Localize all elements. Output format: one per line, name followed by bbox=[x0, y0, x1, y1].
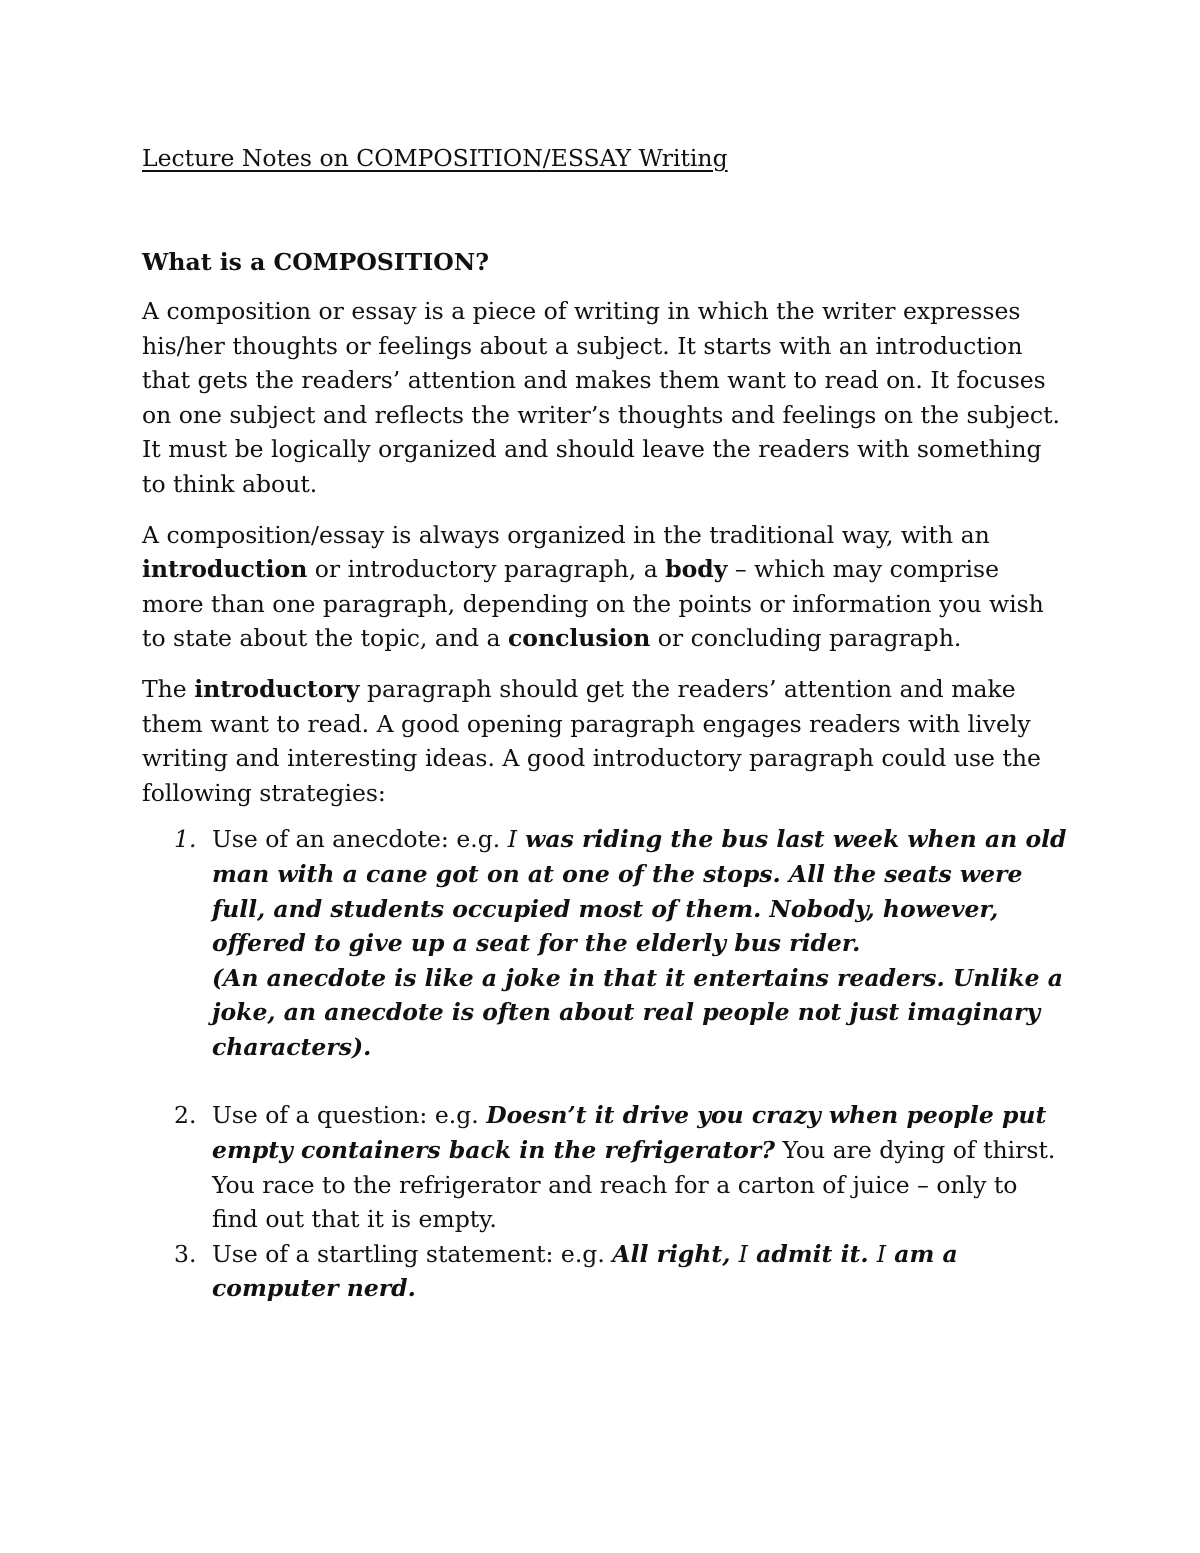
example-note: (An anecdote is like a joke in that it entertains readers. Unlike a joke, an anecdote is often about real people not just imaginary characters). bbox=[212, 963, 1063, 1061]
list-number: 3. bbox=[174, 1239, 197, 1268]
example-pronoun: I bbox=[507, 825, 517, 854]
text: A composition/essay is always organized in the traditional way, with an bbox=[142, 520, 990, 549]
list-item-anecdote bbox=[142, 822, 1067, 1064]
list-item-statement bbox=[142, 1237, 1067, 1306]
example-text: All right, bbox=[612, 1239, 739, 1268]
example-pronoun: I bbox=[738, 1239, 748, 1268]
strategies-list bbox=[142, 822, 1067, 1306]
list-item-question bbox=[142, 1098, 1067, 1236]
example-text: was riding the bus last week when an old man with a cane got on at one of the stops. All the seats were full, and students occupied most of them. Nobody, however, offered to give up a seat for the elderly bus rider. bbox=[212, 825, 1067, 958]
paragraph-organization bbox=[142, 518, 1067, 656]
example-text: Doesn’t it drive you crazy when people put empty containers back in the refrigerator? bbox=[212, 1101, 1047, 1165]
term-introduction: introduction bbox=[142, 555, 308, 584]
text: The bbox=[142, 674, 195, 703]
page-title: Lecture Notes on COMPOSITION/ESSAY Writing bbox=[142, 144, 728, 172]
paragraph-introductory bbox=[142, 672, 1067, 810]
text: or introductory paragraph, a bbox=[307, 555, 666, 584]
paragraph-definition: A composition or essay is a piece of writing in which the writer expresses his/her thoughts or feelings about a subject. It starts with an introduction that gets the readers’ attention and makes them want to read on. It focuses on one subject and reflects the writer’s thoughts and feelings on the subject. It must be logically organized and should leave the readers with something to think about. bbox=[142, 297, 1060, 498]
example-text: admit it. bbox=[747, 1239, 877, 1268]
item-tail: You are dying of thirst. You race to the refrigerator and reach for a carton of juice – only to find out that it is empty. bbox=[212, 1136, 1056, 1234]
section-heading: What is a COMPOSITION? bbox=[142, 248, 489, 276]
document-page bbox=[142, 138, 1067, 1306]
item-lead: Use of a startling statement: e.g. bbox=[212, 1239, 613, 1268]
term-conclusion: conclusion bbox=[508, 624, 651, 653]
example-text: am a computer nerd. bbox=[212, 1239, 958, 1303]
term-body: body bbox=[665, 555, 728, 584]
text: or concluding paragraph. bbox=[650, 624, 962, 653]
text: – which may comprise more than one paragraph, depending on the points or information you wish to state about the topic, and a bbox=[142, 555, 1044, 653]
term-introductory: introductory bbox=[194, 674, 360, 703]
example-pronoun: I bbox=[876, 1239, 887, 1268]
list-number: 2. bbox=[174, 1101, 197, 1130]
item-lead: Use of a question: e.g. bbox=[212, 1101, 487, 1130]
text: paragraph should get the readers’ attention and make them want to read. A good opening paragraph engages readers with lively writing and interesting ideas. A good introductory paragraph could use the following strategies: bbox=[142, 674, 1041, 807]
item-lead: Use of an anecdote: e.g. bbox=[212, 825, 508, 854]
list-number: 1. bbox=[174, 825, 197, 854]
